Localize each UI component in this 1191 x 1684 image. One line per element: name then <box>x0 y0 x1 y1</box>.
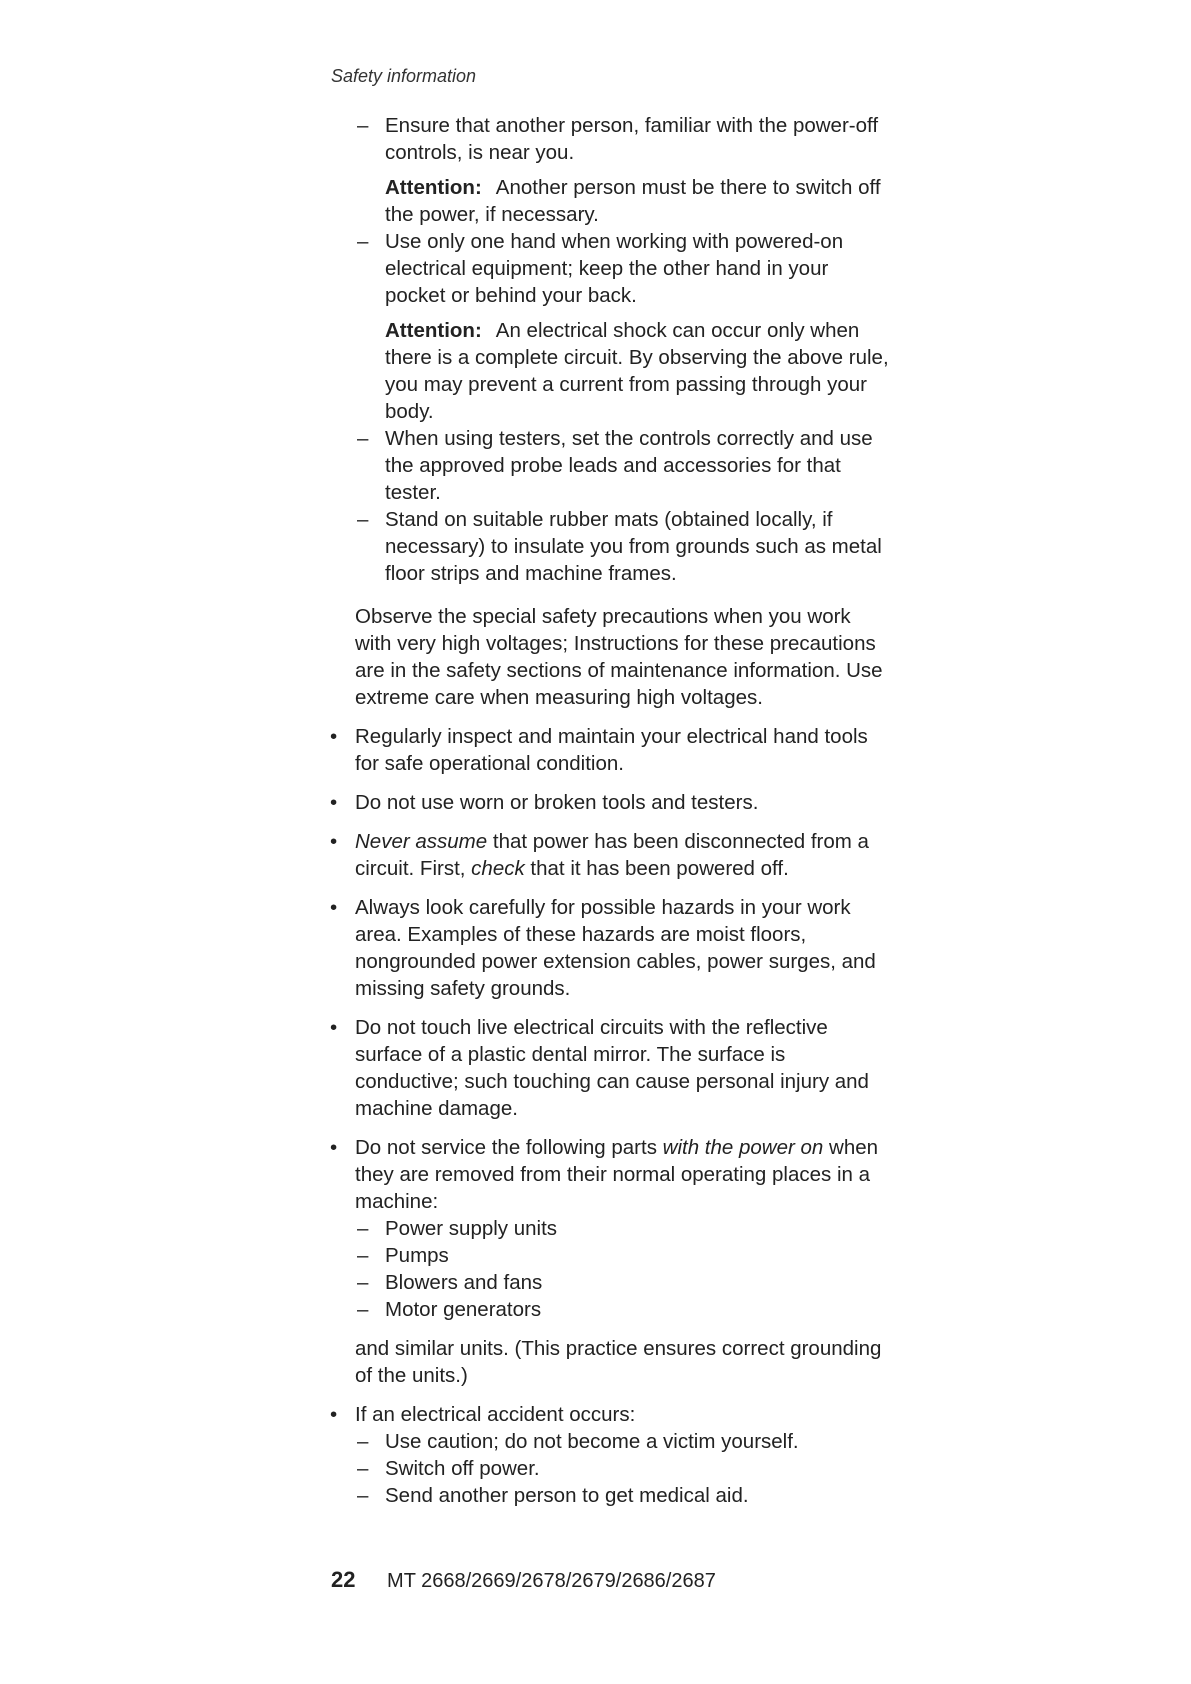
bullet-text: Do not service the following parts <box>355 1136 663 1159</box>
sub-list-item: – Power supply units <box>330 1215 890 1242</box>
bullet-continuation: and similar units. (This practice ensures correct grounding of the units.) <box>355 1337 882 1387</box>
running-header: Safety information <box>331 66 477 86</box>
emphasis-text: Never assume <box>355 830 488 853</box>
list-item: – Use only one hand when working with powered-on electrical equipment; keep the other hand in your pocket or behind your back. <box>330 228 890 309</box>
bullet-item: • Do not use worn or broken tools and testers. <box>330 789 890 816</box>
sub-list-item: – Pumps <box>330 1242 890 1269</box>
model-text: MT 2668/2669/2678/2679/2686/2687 <box>387 1570 716 1592</box>
bullet-item: • If an electrical accident occurs: <box>330 1401 890 1428</box>
emphasis-text: with the power on <box>662 1136 824 1159</box>
attention-label: Attention: <box>385 319 482 342</box>
bullet-item: • Always look carefully for possible hazards in your work area. Examples of these hazards are moist floors, nongrounded power extension cables, power surges, and missing safety grounds. <box>330 894 890 1002</box>
bullet-item <box>330 828 890 882</box>
bullet-item: • Do not touch live electrical circuits with the reflective surface of a plastic dental mirror. The surface is conductive; such touching can cause personal injury and machine damage. <box>330 1014 890 1122</box>
sub-list-item: – Blowers and fans <box>330 1269 890 1296</box>
page-number: 22 <box>331 1567 356 1592</box>
sub-list-item: – Switch off power. <box>330 1455 890 1482</box>
attention-note <box>330 174 890 228</box>
bullet-item <box>330 1134 890 1215</box>
list-item: – Stand on suitable rubber mats (obtained locally, if necessary) to insulate you from grounds such as metal floor strips and machine frames. <box>330 506 890 587</box>
bullet-item: • Regularly inspect and maintain your electrical hand tools for safe operational condition. <box>330 723 890 777</box>
sub-list-item: – Send another person to get medical aid. <box>330 1482 890 1509</box>
emphasis-text: check <box>471 857 525 880</box>
list-item: – Ensure that another person, familiar with the power-off controls, is near you. <box>330 112 890 166</box>
attention-text: Another person must be there to switch off the power, if necessary. <box>385 176 881 226</box>
high-voltage-paragraph: Observe the special safety precautions when you work with very high voltages; Instructions for these precautions are in the safety sections of maintenance information. Use extreme care when measuring high voltages. <box>355 605 883 709</box>
page-content <box>330 112 890 1509</box>
sub-list-item: – Use caution; do not become a victim yourself. <box>330 1428 890 1455</box>
bullet-text: that it has been powered off. <box>524 857 789 880</box>
attention-note <box>330 317 890 425</box>
attention-label: Attention: <box>385 176 482 199</box>
page-footer <box>331 1566 716 1595</box>
bullet-text: that power has been disconnected from a circuit. First, <box>355 830 869 880</box>
attention-text: An electrical shock can occur only when there is a complete circuit. By observing the above rule, you may prevent a current from passing through your body. <box>385 319 889 423</box>
list-item: – When using testers, set the controls correctly and use the approved probe leads and accessories for that tester. <box>330 425 890 506</box>
sub-list-item: – Motor generators <box>330 1296 890 1323</box>
bullet-text: when they are removed from their normal operating places in a machine: <box>355 1136 879 1213</box>
